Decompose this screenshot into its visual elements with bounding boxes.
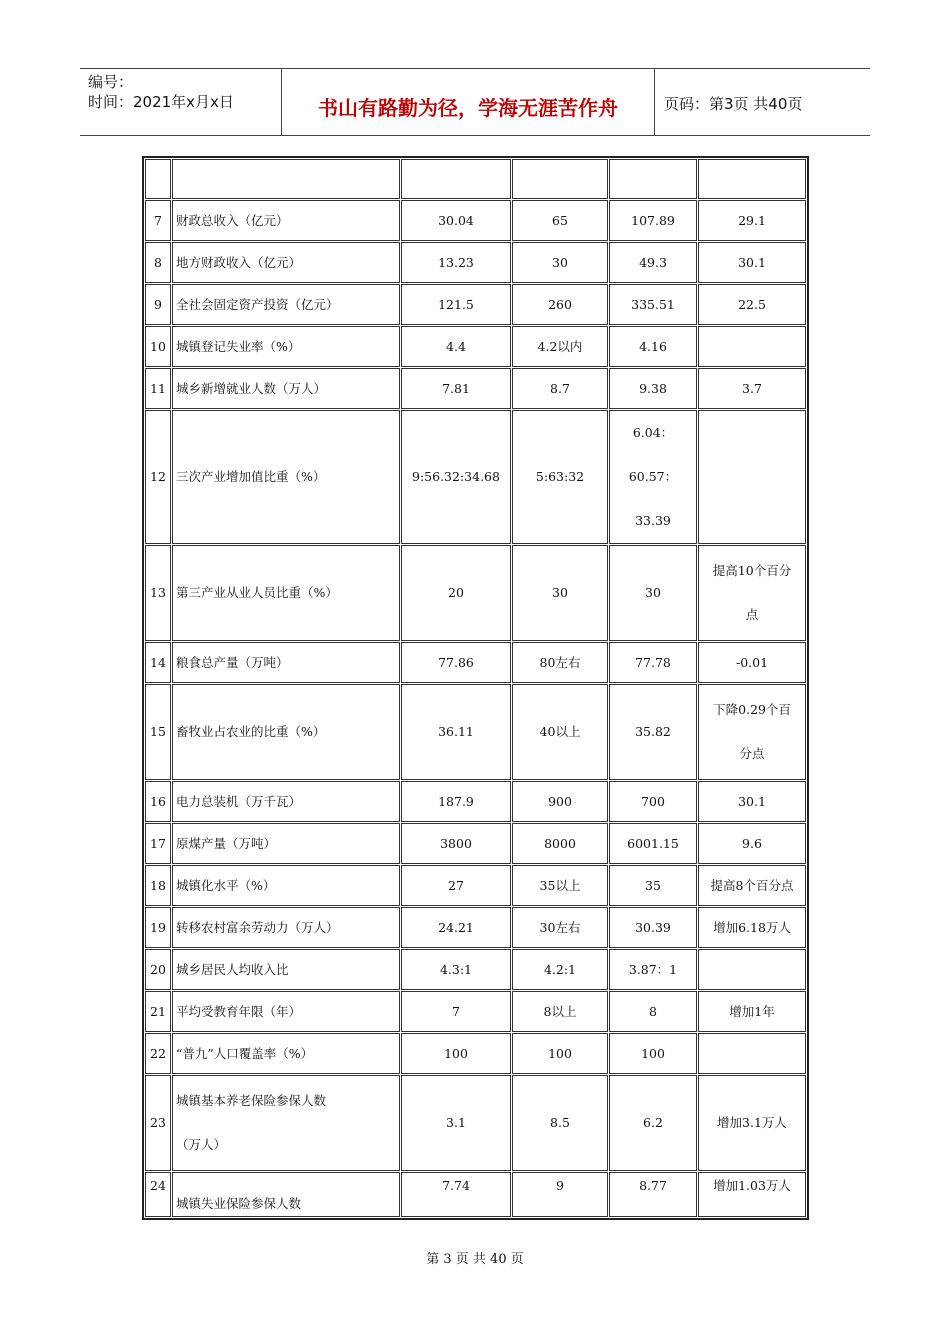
row-value-3: 35.82 xyxy=(609,684,697,780)
row-value-2: 35以上 xyxy=(512,865,608,906)
row-indicator-line: （万人） xyxy=(176,1137,227,1152)
row-indicator: 全社会固定资产投资（亿元） xyxy=(172,284,400,325)
table-row xyxy=(145,642,806,683)
row-value-2: 9 xyxy=(512,1172,608,1217)
row-indicator: 粮食总产量（万吨） xyxy=(172,642,400,683)
row-indicator-line: 城镇基本养老保险参保人数 xyxy=(176,1093,327,1108)
row-value-4 xyxy=(698,410,806,544)
row-value-1: 30.04 xyxy=(401,200,511,241)
row-indicator: 三次产业增加值比重（%） xyxy=(172,410,400,544)
row-value-3: 35 xyxy=(609,865,697,906)
table-row xyxy=(145,865,806,906)
row-indicator: 原煤产量（万吨） xyxy=(172,823,400,864)
row-indicator: 畜牧业占农业的比重（%） xyxy=(172,684,400,780)
row-index: 23 xyxy=(145,1075,171,1171)
row-value-1: 24.21 xyxy=(401,907,511,948)
row-value-4: 30.1 xyxy=(698,781,806,822)
table-cell xyxy=(172,159,400,199)
row-index: 11 xyxy=(145,368,171,409)
row-value-3: 335.51 xyxy=(609,284,697,325)
row-value-3: 77.78 xyxy=(609,642,697,683)
table-row xyxy=(145,368,806,409)
row-value-1: 3.1 xyxy=(401,1075,511,1171)
row-value-1: 121.5 xyxy=(401,284,511,325)
row-value-1: 100 xyxy=(401,1033,511,1074)
row-value-4-line: 分点 xyxy=(739,746,765,761)
table-cell xyxy=(609,159,697,199)
row-value-2: 8以上 xyxy=(512,991,608,1032)
row-index: 13 xyxy=(145,545,171,641)
row-value-2: 30左右 xyxy=(512,907,608,948)
row-value-3: 8.77 xyxy=(609,1172,697,1217)
row-value-3: 6.2 xyxy=(609,1075,697,1171)
table-cell xyxy=(512,159,608,199)
table-row xyxy=(145,200,806,241)
row-value-2: 8000 xyxy=(512,823,608,864)
row-indicator: 城镇登记失业率（%） xyxy=(172,326,400,367)
row-value-3: 4.16 xyxy=(609,326,697,367)
row-value-1: 4.4 xyxy=(401,326,511,367)
row-value-2: 30 xyxy=(512,545,608,641)
table-cell xyxy=(698,159,806,199)
row-value-3: 49.3 xyxy=(609,242,697,283)
row-index: 22 xyxy=(145,1033,171,1074)
table-row xyxy=(145,684,806,780)
row-value-4: 29.1 xyxy=(698,200,806,241)
row-value-2: 40以上 xyxy=(512,684,608,780)
row-index: 18 xyxy=(145,865,171,906)
row-value-3: 30 xyxy=(609,545,697,641)
row-value-3: 6001.15 xyxy=(609,823,697,864)
row-index: 16 xyxy=(145,781,171,822)
row-value-2: 5:63:32 xyxy=(512,410,608,544)
row-value-2: 4.2以内 xyxy=(512,326,608,367)
row-value-4-line: 点 xyxy=(745,607,759,622)
row-index: 14 xyxy=(145,642,171,683)
row-value-3: 3.87：1 xyxy=(609,949,697,990)
row-value-3-line: 60.57： xyxy=(628,469,678,484)
row-value-1: 20 xyxy=(401,545,511,641)
row-index: 10 xyxy=(145,326,171,367)
row-value-2: 100 xyxy=(512,1033,608,1074)
row-value-4 xyxy=(698,326,806,367)
row-indicator: 城镇化水平（%） xyxy=(172,865,400,906)
row-index: 21 xyxy=(145,991,171,1032)
row-indicator: 财政总收入（亿元） xyxy=(172,200,400,241)
header-page-label: 页码：第3页 共40页 xyxy=(664,95,803,113)
row-value-3-line: 33.39 xyxy=(635,513,671,528)
header-number-label: 编号： xyxy=(88,73,134,91)
table-row xyxy=(145,242,806,283)
row-indicator: 地方财政收入（亿元） xyxy=(172,242,400,283)
row-indicator: 城乡居民人均收入比 xyxy=(172,949,400,990)
table-row-blank-header xyxy=(145,159,806,199)
row-value-4 xyxy=(698,1033,806,1074)
table-row xyxy=(145,781,806,822)
row-value-2: 8.5 xyxy=(512,1075,608,1171)
row-indicator: 平均受教育年限（年） xyxy=(172,991,400,1032)
row-value-4: 增加3.1万人 xyxy=(698,1075,806,1171)
row-value-4: -0.01 xyxy=(698,642,806,683)
row-value-3 xyxy=(609,410,697,544)
row-value-2: 260 xyxy=(512,284,608,325)
table-cell xyxy=(401,159,511,199)
row-index: 19 xyxy=(145,907,171,948)
row-index: 12 xyxy=(145,410,171,544)
row-value-3: 9.38 xyxy=(609,368,697,409)
row-index: 7 xyxy=(145,200,171,241)
row-value-1: 4.3:1 xyxy=(401,949,511,990)
row-value-3: 100 xyxy=(609,1033,697,1074)
row-value-2: 30 xyxy=(512,242,608,283)
table-row xyxy=(145,949,806,990)
row-value-1: 7.81 xyxy=(401,368,511,409)
row-index: 24 xyxy=(145,1172,171,1217)
row-value-4: 增加6.18万人 xyxy=(698,907,806,948)
page-footer: 第 3 页 共 40 页 xyxy=(426,1252,524,1267)
row-value-3: 107.89 xyxy=(609,200,697,241)
header-top-rule xyxy=(80,68,870,69)
row-value-2: 4.2:1 xyxy=(512,949,608,990)
row-indicator: 转移农村富余劳动力（万人） xyxy=(172,907,400,948)
table-row xyxy=(145,1075,806,1171)
row-index: 8 xyxy=(145,242,171,283)
table-row xyxy=(145,326,806,367)
row-value-4 xyxy=(698,545,806,641)
row-indicator: 城镇失业保险参保人数 xyxy=(172,1172,400,1217)
row-value-3: 700 xyxy=(609,781,697,822)
row-value-2: 900 xyxy=(512,781,608,822)
table-row xyxy=(145,545,806,641)
header-meta xyxy=(88,72,234,112)
row-indicator: 电力总装机（万千瓦） xyxy=(172,781,400,822)
row-value-1: 9:56.32:34.68 xyxy=(401,410,511,544)
row-value-4-line: 提高10个百分 xyxy=(712,563,792,578)
row-value-4 xyxy=(698,684,806,780)
row-indicator: “普九”人口覆盖率（%） xyxy=(172,1033,400,1074)
row-value-4: 9.6 xyxy=(698,823,806,864)
table-row xyxy=(145,823,806,864)
row-value-2: 65 xyxy=(512,200,608,241)
table-row xyxy=(145,907,806,948)
row-value-1: 27 xyxy=(401,865,511,906)
row-value-1: 77.86 xyxy=(401,642,511,683)
row-value-1: 7 xyxy=(401,991,511,1032)
row-value-4: 22.5 xyxy=(698,284,806,325)
row-value-1: 3800 xyxy=(401,823,511,864)
table-row xyxy=(145,1172,806,1217)
statistics-table xyxy=(142,156,809,1220)
row-value-3: 30.39 xyxy=(609,907,697,948)
row-value-1: 187.9 xyxy=(401,781,511,822)
row-value-2: 8.7 xyxy=(512,368,608,409)
row-value-4: 提高8个百分点 xyxy=(698,865,806,906)
table-row xyxy=(145,284,806,325)
row-indicator: 第三产业从业人员比重（%） xyxy=(172,545,400,641)
table-row xyxy=(145,991,806,1032)
row-value-1: 7.74 xyxy=(401,1172,511,1217)
header-separator-right xyxy=(654,68,655,135)
row-value-3-line: 6.04： xyxy=(632,425,674,440)
table-row xyxy=(145,410,806,544)
row-value-4: 增加1.03万人 xyxy=(698,1172,806,1217)
row-index: 17 xyxy=(145,823,171,864)
row-index: 9 xyxy=(145,284,171,325)
row-value-4: 3.7 xyxy=(698,368,806,409)
row-value-3: 8 xyxy=(609,991,697,1032)
row-value-1: 36.11 xyxy=(401,684,511,780)
row-value-4: 增加1年 xyxy=(698,991,806,1032)
row-indicator: 城乡新增就业人数（万人） xyxy=(172,368,400,409)
row-value-2: 80左右 xyxy=(512,642,608,683)
header-motto: 书山有路勤为径，学海无涯苦作舟 xyxy=(318,96,618,120)
row-index: 20 xyxy=(145,949,171,990)
row-indicator xyxy=(172,1075,400,1171)
row-value-4 xyxy=(698,949,806,990)
row-value-1: 13.23 xyxy=(401,242,511,283)
header-time-label: 时间：2021年x月x日 xyxy=(88,93,234,111)
table-row xyxy=(145,1033,806,1074)
header-bottom-rule xyxy=(80,135,870,136)
row-value-4-line: 下降0.29个百 xyxy=(713,702,791,717)
table-cell xyxy=(145,159,171,199)
row-value-4: 30.1 xyxy=(698,242,806,283)
row-index: 15 xyxy=(145,684,171,780)
